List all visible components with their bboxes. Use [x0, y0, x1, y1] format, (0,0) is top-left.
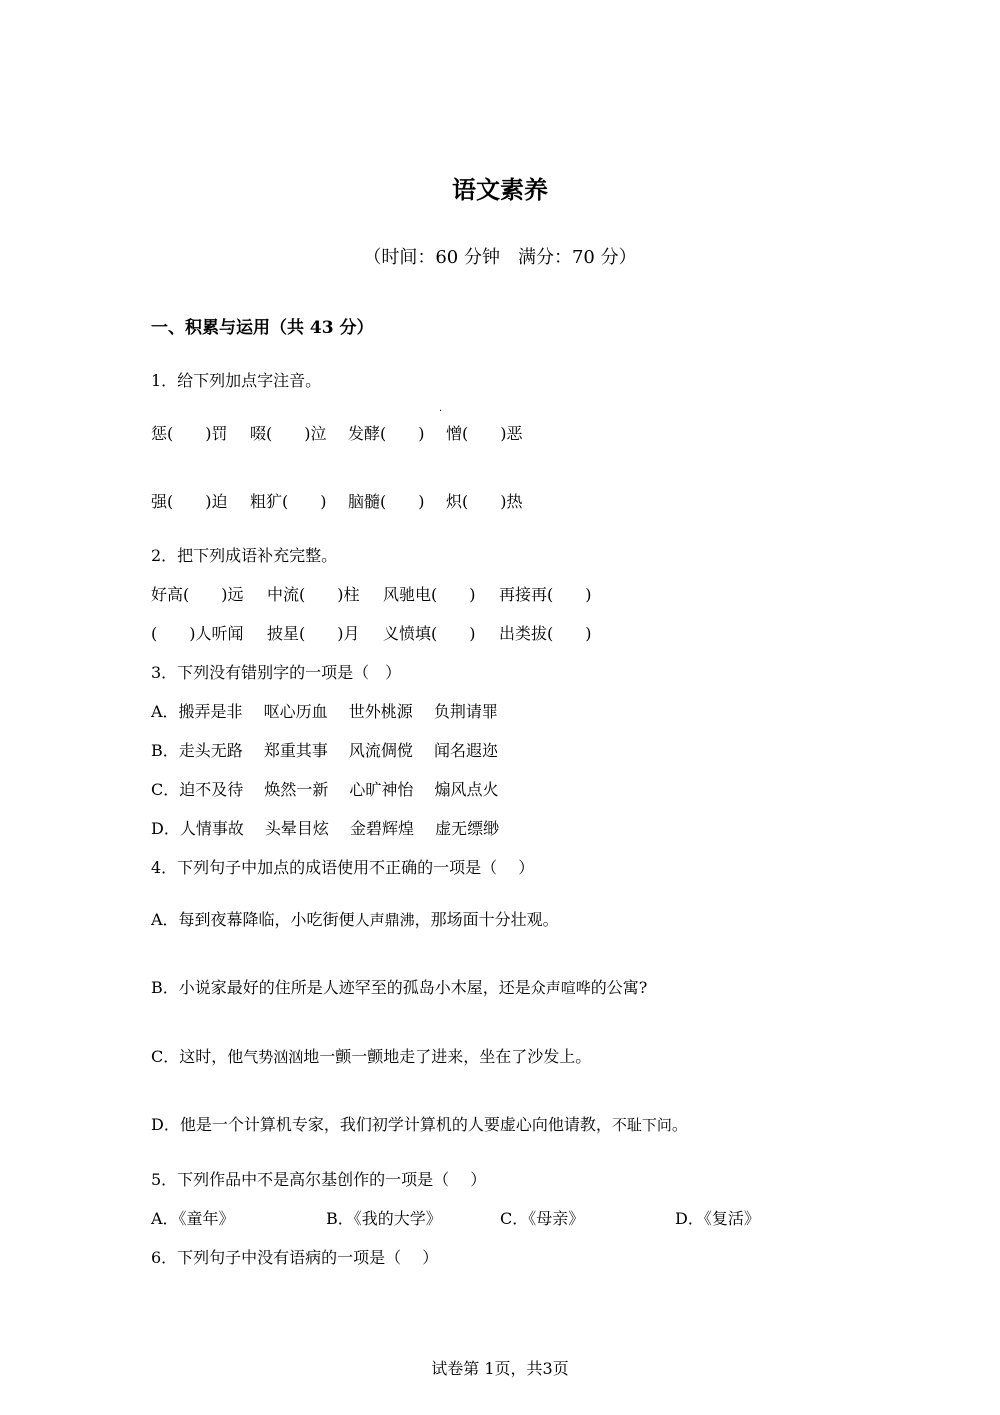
option-text: 。	[671, 1115, 688, 1134]
question-2-row-1	[151, 582, 851, 606]
question-4-option-c	[151, 1044, 591, 1067]
question-6-prompt: 6．下列句子中没有语病的一项是（ ）	[151, 1248, 439, 1267]
idiom-blank: 中流( )柱	[267, 585, 360, 604]
question-1-prompt: 1．给下列加点字注音。	[151, 371, 322, 390]
question-3-prompt: 3．下列没有错别字的一项是（ ）	[151, 663, 402, 682]
pinyin-item: 脑髓( )	[348, 492, 425, 511]
emphasized-idiom: 气势汹汹	[243, 1048, 304, 1066]
idiom-blank: 再接再( )	[499, 585, 592, 604]
option-text: A．每到夜幕降临，小吃街便	[151, 910, 355, 929]
option-text: 地一颤一颤地走了进来，坐在了沙发上。	[303, 1047, 592, 1066]
idiom-blank: 好高( )远	[151, 585, 244, 604]
option-c: C．《母亲》	[500, 1209, 585, 1228]
pinyin-item: 炽( )热	[446, 492, 523, 511]
pinyin-item: 惩( )罚	[151, 424, 228, 443]
question-3-option-a: A．搬弄是非 呕心历血 世外桃源 负荆请罪	[151, 702, 498, 721]
question-4-prompt: 4．下列句子中加点的成语使用不正确的一项是（ ）	[151, 858, 535, 877]
question-3-option-c: C．迫不及待 焕然一新 心旷神怡 煽风点火	[151, 780, 499, 799]
emphasized-idiom: 众声喧哗	[530, 979, 591, 997]
question-4-option-d	[151, 1112, 688, 1135]
page-footer: 试卷第 1页，共3页	[431, 1359, 569, 1378]
question-3-option-d: D．人情事故 头晕目炫 金碧辉煌 虚无缥缈	[151, 819, 500, 838]
pinyin-item: 啜( )泣	[250, 424, 327, 443]
page-title: 语文素养	[452, 175, 548, 204]
section-heading: 一、积累与运用（共 43 分）	[151, 318, 374, 338]
question-2-prompt: 2．把下列成语补充完整。	[151, 546, 338, 565]
option-text: D．他是一个计算机专家，我们初学计算机的人要虚心向他请教，	[151, 1115, 612, 1134]
option-text: B．小说家最好的住所是人迹罕至的孤岛小木屋，还是	[151, 978, 531, 997]
emphasis-dot: ·	[439, 406, 443, 417]
pinyin-item: 粗犷( )	[250, 492, 327, 511]
option-a: A．《童年》	[151, 1209, 235, 1228]
option-text: C．这时，他	[151, 1047, 244, 1066]
exam-info: （时间：60 分钟 满分：70 分）	[363, 247, 637, 268]
idiom-blank: 出类拔( )	[499, 624, 592, 643]
option-d: D．《复活》	[675, 1209, 760, 1228]
emphasized-idiom: 人声鼎沸	[354, 911, 415, 929]
question-4-option-b	[151, 975, 647, 998]
idiom-blank: 披星( )月	[267, 624, 360, 643]
idiom-blank: 义愤填( )	[383, 624, 476, 643]
question-1-row-1	[151, 421, 851, 445]
pinyin-item: 憎( )恶	[446, 424, 523, 443]
question-1-row-2	[151, 489, 851, 513]
option-text: 的公寓?	[590, 978, 648, 997]
question-3-option-b: B．走头无路 郑重其事 风流倜傥 闻名遐迩	[151, 741, 499, 760]
question-5-options	[151, 1206, 851, 1230]
question-2-row-2	[151, 621, 851, 645]
idiom-blank: 风驰电( )	[383, 585, 476, 604]
idiom-blank: ( )人听闻	[151, 624, 244, 643]
pinyin-item: 发酵( )	[348, 424, 425, 443]
option-b: B．《我的大学》	[326, 1209, 442, 1228]
option-text: ，那场面十分壮观。	[414, 910, 559, 929]
pinyin-item: 强( )迫	[151, 492, 228, 511]
emphasized-idiom: 不耻下问	[611, 1116, 672, 1134]
question-4-option-a	[151, 907, 559, 930]
question-5-prompt: 5．下列作品中不是高尔基创作的一项是（ ）	[151, 1170, 487, 1189]
